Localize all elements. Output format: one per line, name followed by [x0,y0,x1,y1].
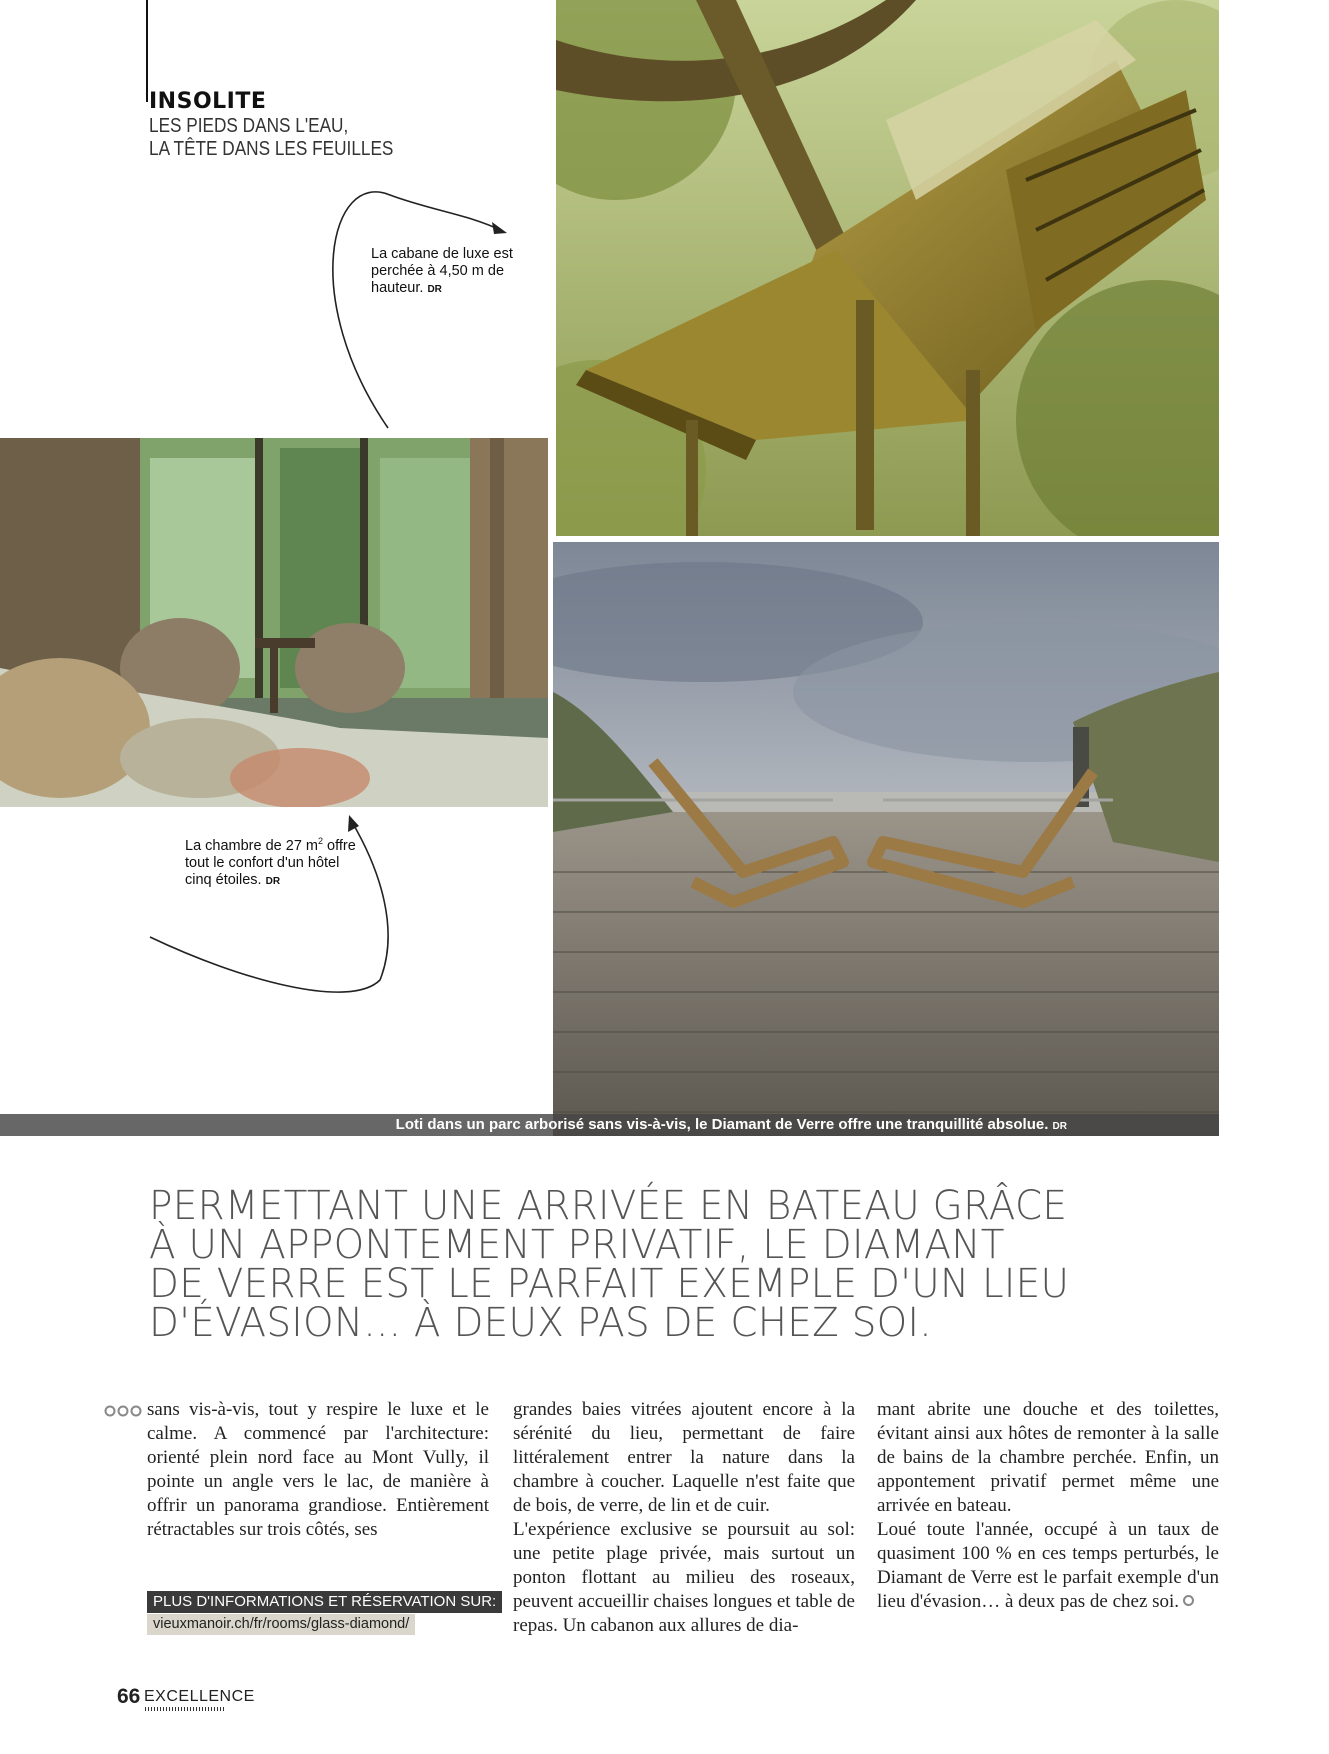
caption-bedroom-text-after: offre tout le confort d'un hôtel cinq étoiles. [185,837,356,888]
body-paragraph: L'expérience exclusive se poursuit au sol: une petite plage privée, mais surtout un ponton flottant au milieu des roseaux, peuvent accueillir chaises longues et table de repas. Un cabanon aux allures de dia- [513,1519,855,1636]
caption-bedroom [185,833,365,890]
body-paragraph: sans vis-à-vis, tout y respire le luxe et le calme. A commencé par l'architecture: orienté plein nord face au Mont Vully, il pointe un angle vers le lac, de manière à offrir un panorama grandiose. Entièrement rétractables sur trois côtés, ses [147,1399,489,1540]
caption-superscript: 2 [318,836,324,846]
body-column-1 [147,1398,489,1542]
body-paragraph-text: Loué toute l'année, occupé à un taux de quasiment 100 % en ces temps perturbés, le Diamant de Verre est le parfait exemple d'un lieu d'évasion… à deux pas de chez soi. [877,1519,1219,1612]
kicker-title: INSOLITE [149,89,267,114]
photo-deck [553,542,1219,1136]
caption-banner [0,1115,1219,1135]
caption-bedroom-text-before: La chambre de 27 m [185,837,318,854]
caption-treehouse [371,246,531,298]
body-paragraph: grandes baies vitrées ajoutent encore à la sérénité du lieu, permettant de faire littéralement entrer la nature dans la chambre à coucher. Laquelle n'est faite que de bois, de verre, de lin et de cuir. [513,1399,855,1516]
pull-quote-line: À UN APPONTEMENT PRIVATIF, LE DIAMANT [149,1220,1005,1268]
kicker-subtitle-line2: LA TÊTE DANS LES FEUILLES [149,138,394,160]
body-paragraph [877,1518,1219,1614]
magazine-name: EXCELLENCE [144,1688,255,1705]
body-column-3 [877,1398,1219,1614]
caption-credit: DR [1052,1121,1067,1132]
caption-credit: DR [265,875,281,887]
magazine-rule [145,1707,225,1711]
body-column-2 [513,1398,855,1638]
page-number: 66 [117,1685,141,1708]
section-header [149,89,529,161]
circle-end-icon [1183,1595,1194,1606]
pull-quote-line: D'ÉVASION... À DEUX PAS DE CHEZ SOI. [149,1298,932,1346]
body-paragraph: mant abrite une douche et des toilettes, évitant ainsi aux hôtes de remonter à la salle de bains de la chambre perchée. Enfin, un appontement privatif permet même une arrivée en bateau. [877,1399,1219,1516]
info-link[interactable]: vieuxmanoir.ch/fr/rooms/glass-diamond/ [147,1614,415,1635]
pull-quote-line: DE VERRE EST LE PARFAIT EXEMPLE D'UN LIEU [149,1259,1070,1307]
caption-credit: DR [427,284,442,295]
caption-banner-text: Loti dans un parc arborisé sans vis-à-vis, le Diamant de Verre offre une tranquillité absolue. [395,1116,1049,1133]
kicker-subtitle-line1: LES PIEDS DANS L'EAU, [149,115,349,137]
pull-quote-line: PERMETTANT UNE ARRIVÉE EN BATEAU GRÂCE [149,1181,1068,1229]
photo-treehouse [556,0,1219,536]
three-circles-icon [104,1404,142,1418]
caption-treehouse-text: La cabane de luxe est perchée à 4,50 m de hauteur. [371,246,513,296]
info-title: PLUS D'INFORMATIONS ET RÉSERVATION SUR: [147,1591,502,1613]
photo-bedroom [0,438,548,807]
pull-quote [149,1181,1149,1346]
header-rule [146,0,148,102]
